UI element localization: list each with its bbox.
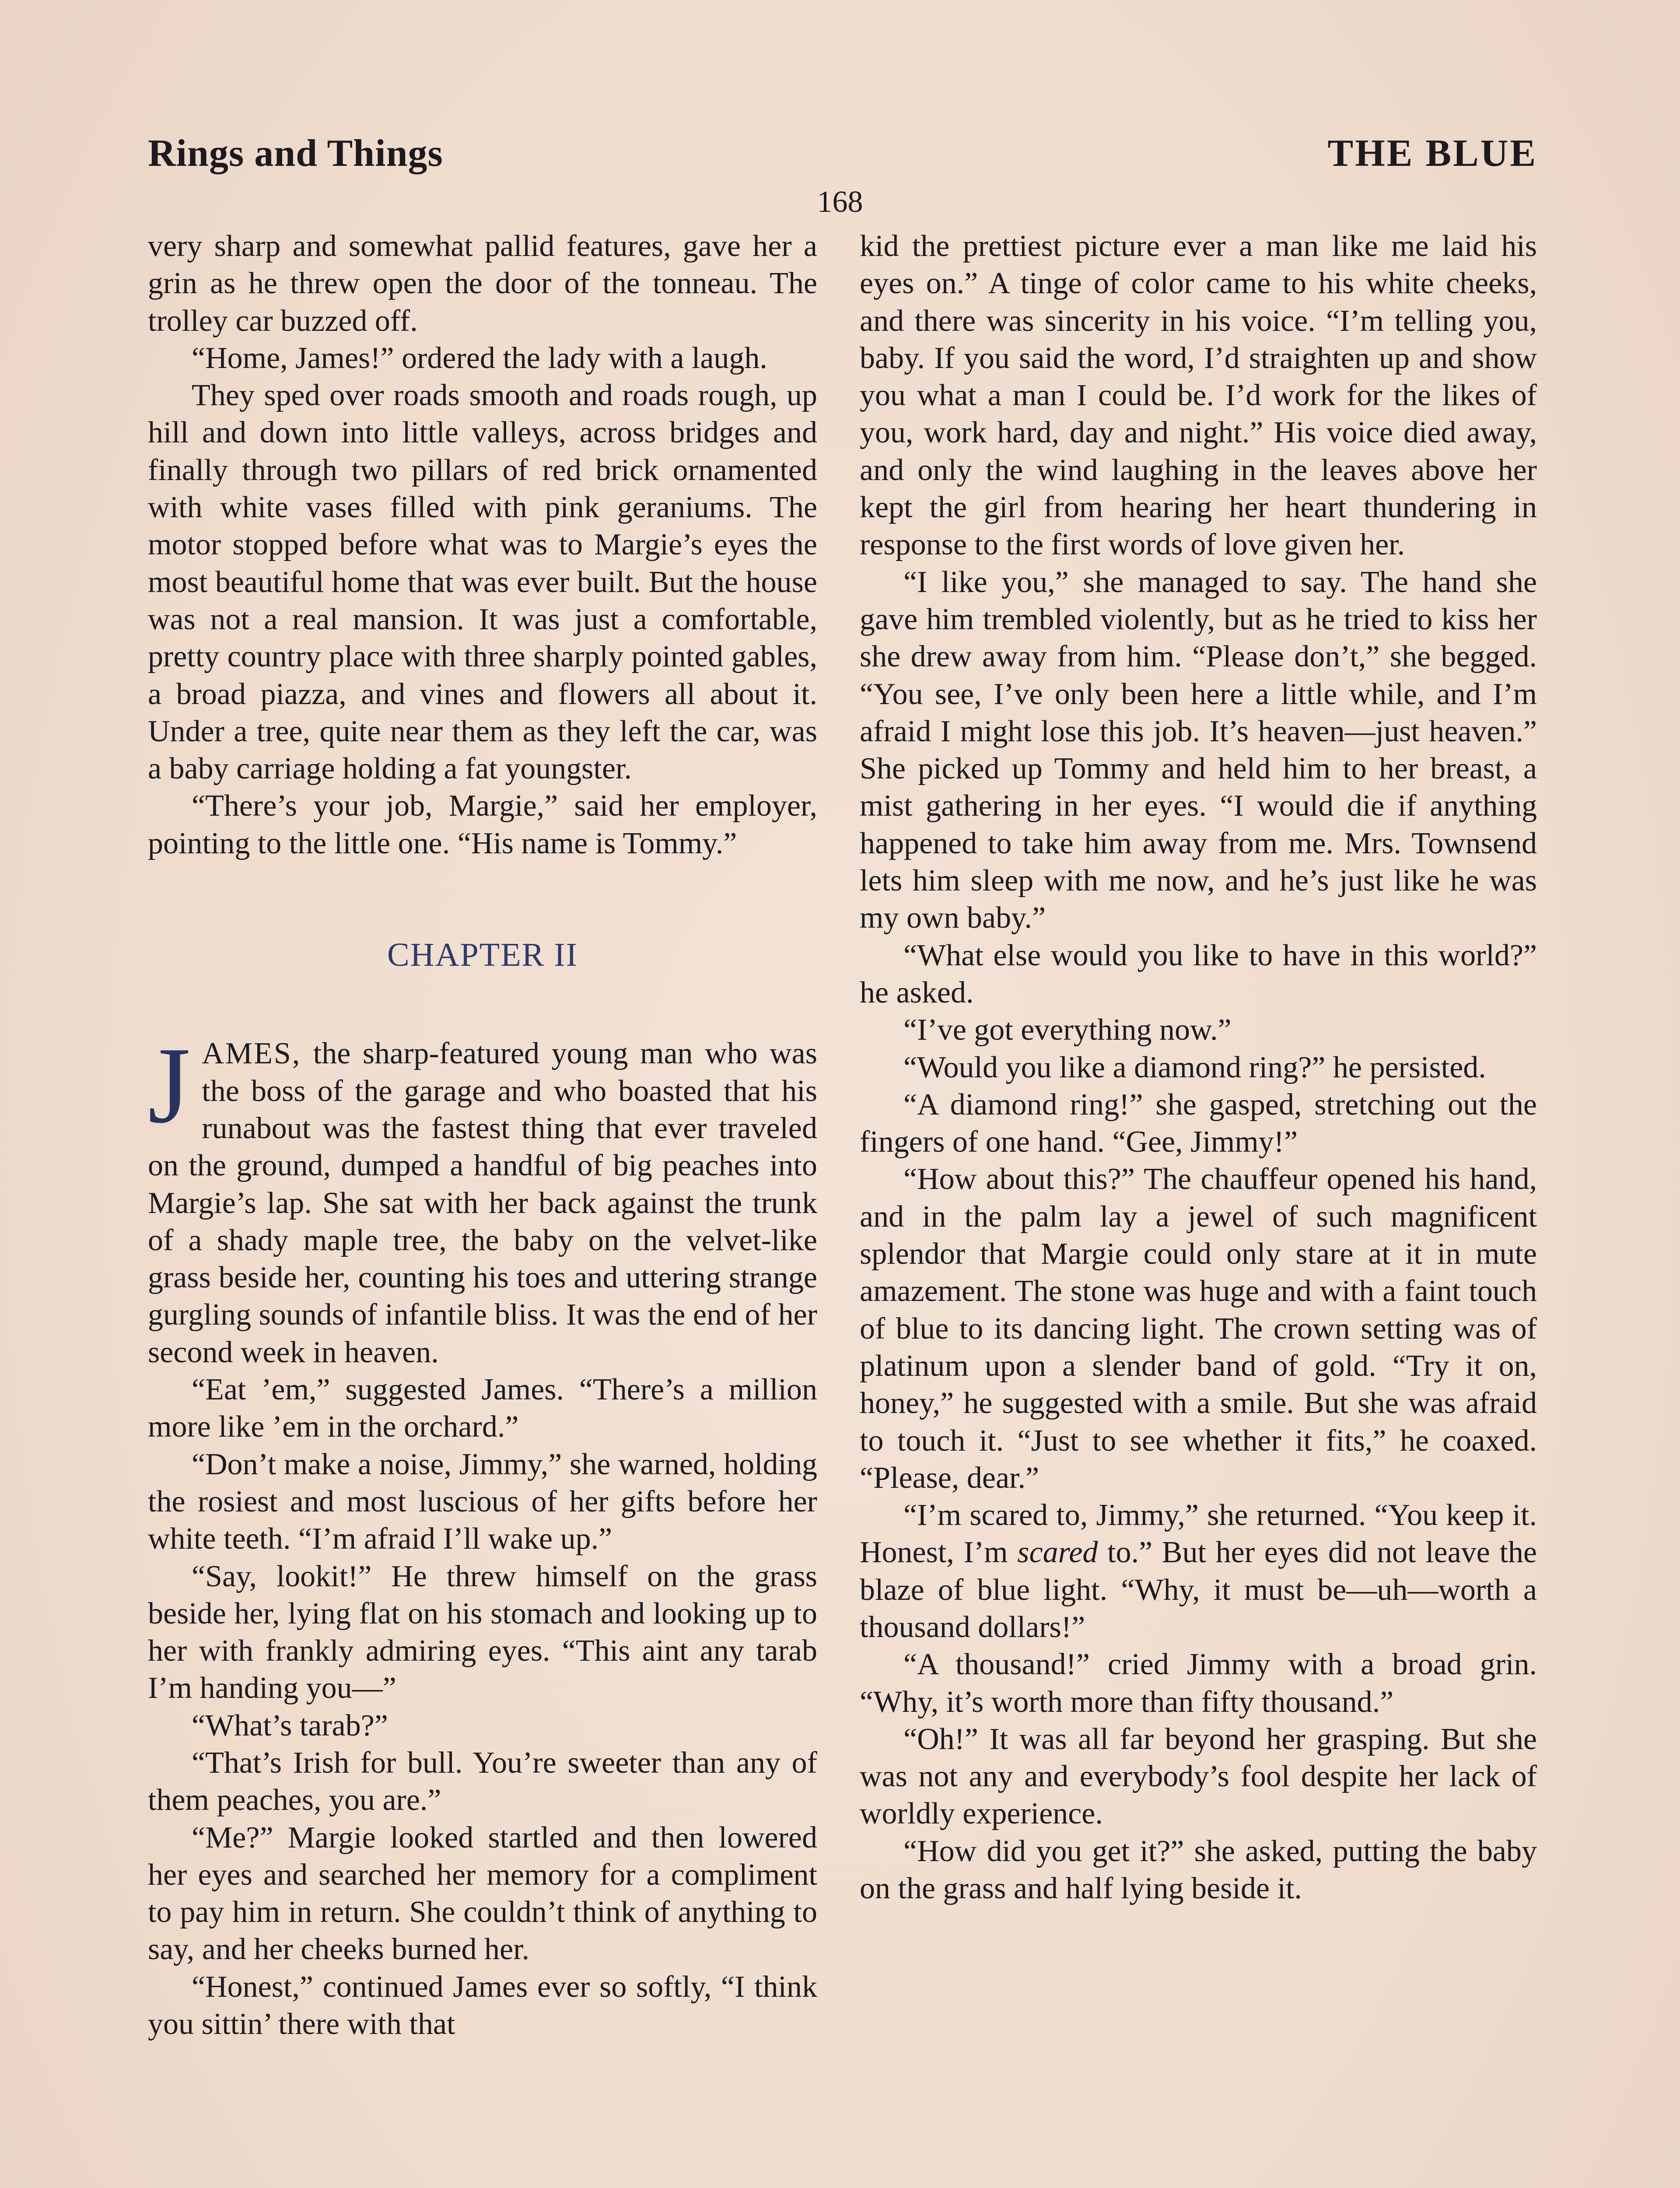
paragraph <box>860 1497 1537 1646</box>
paragraph: “Would you like a diamond ring?” he persisted. <box>903 1050 1486 1084</box>
right-column <box>860 228 1537 1907</box>
paragraph: very sharp and somewhat pallid features, gave her a grin as he threw open the door of the tonneau. The trolley car buzzed off. <box>148 229 817 338</box>
paragraph: “What’s tarab?” <box>192 1708 388 1743</box>
running-head-magazine: THE BLUE <box>1327 132 1537 175</box>
text-run: “I’m scared to, Jimmy,” she returned. “You keep it. Honest, I’m <box>860 1498 1537 1570</box>
paragraph: “Eat ’em,” suggested James. “There’s a million more like ’em in the orchard.” <box>148 1373 817 1444</box>
paragraph: “What else would you like to have in this world?” he asked. <box>860 938 1537 1010</box>
text-run: to.” But her eyes did not leave the blaze of blue light. “Why, it must be—uh—worth a thousand dollars!” <box>860 1536 1537 1644</box>
paragraph: They sped over roads smooth and roads rough, up hill and down into little valleys, across bridges and finally through two pillars of red brick ornamented with white vases filled with pink geraniums. The motor stopped before what was to Margie’s eyes the most beautiful home that was ever built. But the house was not a real mansion. It was just a comfortable, pretty country place with three sharply pointed gables, a broad piazza, and vines and flowers all about it. Under a tree, quite near them as they left the car, was a baby carriage holding a fat youngster. <box>148 379 817 786</box>
paragraph: “Home, James!” ordered the lady with a laugh. <box>192 341 767 375</box>
paragraph: “How about this?” The chauffeur opened his hand, and in the palm lay a jewel of such magnificent splendor that Margie could only stare at it in mute amazement. The stone was huge and with a faint touch of blue to its dancing light. The crown setting was of platinum upon a slender band of gold. “Try it on, honey,” he suggested with a smile. But she was afraid to touch it. “Just to see whether it fits,” he coaxed. “Please, dear.” <box>860 1162 1537 1495</box>
paragraph: kid the prettiest picture ever a man like me laid his eyes on.” A tinge of color came to his white cheeks, and there was sincerity in his voice. “I’m telling you, baby. If you said the word, I’d straighten up and show you what a man I could be. I’d work for the likes of you, work hard, day and night.” His voice died away, and only the wind laughing in the leaves above her kept the girl from hearing her heart thundering in response to the first words of love given her. <box>860 229 1537 562</box>
opening-text: the sharp-featured young man who was the boss of the garage and who boasted that his runabout was the fastest thing that ever traveled on the ground, dumped a handful of big peaches into Margie’s lap. She sat with her back against the trunk of a shady maple tree, the baby on the velvet-like grass beside her, counting his toes and uttering strange gurgling sounds of infantile bliss. It was the end of her second week in heaven. <box>148 1037 817 1369</box>
paragraph: “Say, lookit!” He threw himself on the grass beside her, lying flat on his stomach and looking up to her with frankly admiring eyes. “This aint any tarab I’m handing you—” <box>148 1559 817 1705</box>
paragraph: “Honest,” continued James ever so softly, “I think you sittin’ there with that <box>148 1970 817 2041</box>
opening-caps: AMES, <box>202 1037 301 1071</box>
left-column <box>148 228 817 2043</box>
paragraph: “There’s your job, Margie,” said her employer, pointing to the little one. “His name is Tommy.” <box>148 789 817 860</box>
paragraph: “I’ve got everything now.” <box>903 1013 1232 1047</box>
chapter-opening-paragraph <box>148 1025 817 1371</box>
running-head-title: Rings and Things <box>148 132 443 175</box>
paragraph: “Don’t make a noise, Jimmy,” she warned, holding the rosiest and most luscious of her gifts before her white teeth. “I’m afraid I’ll wake up.” <box>148 1447 817 1556</box>
page-number: 168 <box>817 185 863 219</box>
paragraph: “How did you get it?” she asked, putting the baby on the grass and half lying beside it. <box>860 1834 1537 1906</box>
paragraph: “A thousand!” cried Jimmy with a broad grin. “Why, it’s worth more than fifty thousand.” <box>860 1648 1537 1719</box>
paragraph: “That’s Irish for bull. You’re sweeter than any of them peaches, you are.” <box>148 1746 817 1817</box>
paragraph: “Oh!” It was all far beyond her grasping. But she was not any and everybody’s fool despite her lack of worldly experience. <box>860 1722 1537 1831</box>
paragraph: “A diamond ring!” she gasped, stretching out the fingers of one hand. “Gee, Jimmy!” <box>860 1087 1537 1159</box>
drop-cap: J <box>148 1025 191 1147</box>
emphasis: scared <box>1017 1536 1098 1570</box>
paragraph: “I like you,” she managed to say. The hand she gave him trembled violently, but as he tried to kiss her she drew away from him. “Please don’t,” she begged. “You see, I’ve only been here a little while, and I’m afraid I might lose this job. It’s heaven—just heaven.” She picked up Tommy and held him to her breast, a mist gathering in her eyes. “I would die if anything happened to take him away from me. Mrs. Townsend lets him sleep with me now, and he’s just like he was my own baby.” <box>860 565 1537 935</box>
chapter-heading: CHAPTER II <box>387 936 578 974</box>
paragraph: “Me?” Margie looked startled and then lowered her eyes and searched her memory for a compliment to pay him in return. She couldn’t think of anything to say, and her cheeks burned her. <box>148 1820 817 1967</box>
